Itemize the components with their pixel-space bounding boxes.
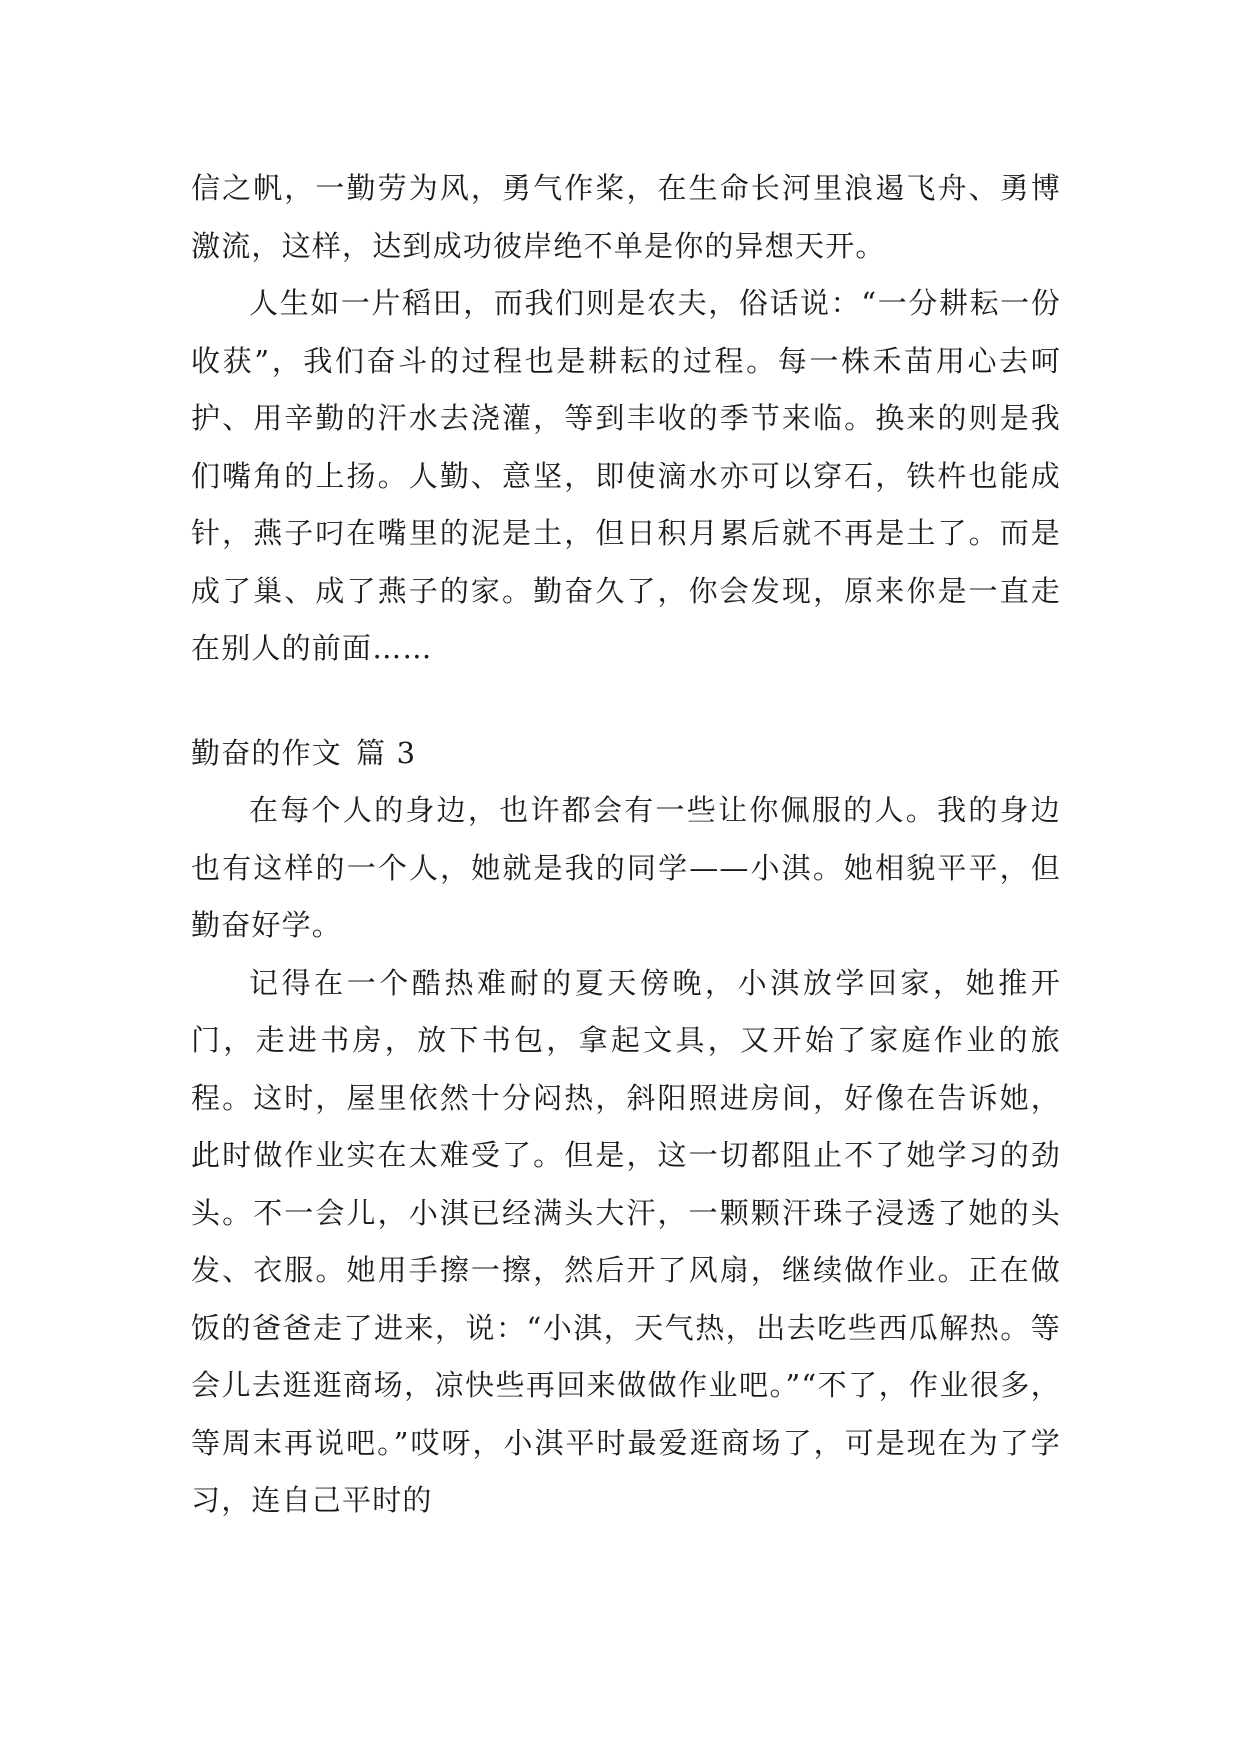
paragraph-summer-evening: 记得在一个酷热难耐的夏天傍晚，小淇放学回家，她推开门，走进书房，放下书包，拿起文具，又开始了家庭作业的旅程。这时，屋里依然十分闷热，斜阳照进房间，好像在告诉她，此时做作业实在太难受了。但是，这一切都阻止不了她学习的劲头。不一会儿，小淇已经满头大汗，一颗颗汗珠子浸透了她的头发、衣服。她用手擦一擦，然后开了风扇，继续做作业。正在做饭的爸爸走了进来，说：“小淇，天气热，出去吃些西瓜解热。等会儿去逛逛商场，凉快些再回来做做作业吧。”“不了，作业很多，等周末再说吧。”哎呀，小淇平时最爱逛商场了，可是现在为了学习，连自己平时的 <box>191 965 1061 1517</box>
section-heading <box>191 725 1061 783</box>
paragraph-rice-field: 人生如一片稻田，而我们则是农夫，俗话说：“一分耕耘一份收获”，我们奋斗的过程也是耕耘的过程。每一株禾苗用心去呵护、用辛勤的汗水去浇灌，等到丰收的季节来临。换来的则是我们嘴角的上扬。人勤、意坚，即使滴水亦可以穿石，铁杵也能成针，燕子叼在嘴里的泥是土，但日积月累后就不再是土了。而是成了巢、成了燕子的家。勤奋久了，你会发现，原来你是一直走在别人的前面…… <box>191 286 1061 665</box>
paragraph-continued: 信之帆，一勤劳为风，勇气作桨，在生命长河里浪遏飞舟、勇博激流，这样，达到成功彼岸绝不单是你的异想天开。 <box>191 171 1061 263</box>
section-number: 篇 3 <box>356 735 417 770</box>
paragraph-classmate: 在每个人的身边，也许都会有一些让你佩服的人。我的身边也有这样的一个人，她就是我的同学——小淇。她相貌平平，但勤奋好学。 <box>191 793 1061 942</box>
section-title: 勤奋的作文 <box>191 735 343 770</box>
document-body <box>191 160 1061 1530</box>
